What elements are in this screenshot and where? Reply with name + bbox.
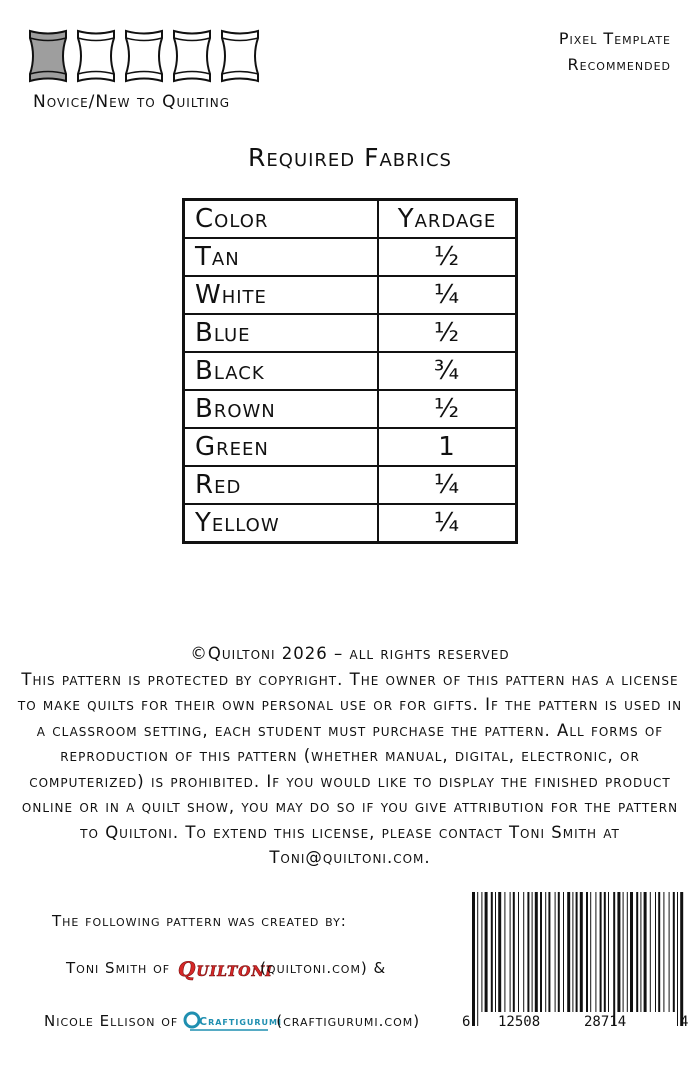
quiltoni-logo: [176, 952, 273, 984]
fabrics-table: [182, 198, 518, 544]
barcode-bar: [540, 892, 542, 1012]
barcode-digit-first: 6: [462, 1014, 471, 1030]
barcode-bar: [504, 892, 505, 1012]
barcode-bar: [680, 892, 683, 1026]
copyright-body: This pattern is protected by copyright. The owner of this pattern has a license to make quilts for their own personal use or for gifts. If the pattern is used in a classroom setting, each student must purchase the pattern. All forms of reproduction of this pattern (whether manual, digital, electronic, or computerized) is prohibited. If you would like to display the finished product online or in a quilt show, you may do so if you give attribution for the pattern to Quiltoni. To extend this license, please contact Toni Smith at Toni@quiltoni.com.: [17, 669, 683, 867]
barcode-bar: [617, 892, 620, 1012]
fabric-yardage: ¼: [378, 504, 517, 543]
barcode-bar: [510, 892, 511, 1012]
fabric-color: White: [184, 276, 379, 314]
spool-icon-4: [174, 31, 210, 81]
credit-craftigurumi: [44, 1008, 420, 1034]
table-row: [184, 504, 517, 543]
barcode-bar: [518, 892, 519, 1012]
fabric-color: Red: [184, 466, 379, 504]
spool-icon-1: [30, 31, 66, 81]
fabric-yardage: ¼: [378, 276, 517, 314]
column-header-yardage: Yardage: [378, 200, 517, 239]
table-row: [184, 276, 517, 314]
table-header-row: [184, 200, 517, 239]
barcode-bar: [523, 892, 524, 1012]
table-row: [184, 314, 517, 352]
barcode-bar: [669, 892, 670, 1012]
barcode-bar: [627, 892, 628, 1012]
barcode-bar: [532, 892, 533, 1012]
barcode-bar: [636, 892, 638, 1012]
barcode-bar: [498, 892, 501, 1012]
barcode-bar: [604, 892, 606, 1012]
fabrics-title: Required Fabrics: [248, 143, 452, 172]
quiltoni-logo-text: Quiltoni: [178, 957, 273, 981]
barcode-bar: [600, 892, 602, 1012]
table-row: [184, 428, 517, 466]
barcode-bar: [658, 892, 660, 1012]
fabric-yardage: ¼: [378, 466, 517, 504]
fabric-yardage: ½: [378, 314, 517, 352]
barcode-numbers: [462, 1014, 692, 1034]
column-header-color: Color: [184, 200, 379, 239]
barcode-digit-last: 4: [680, 1014, 689, 1030]
fabric-yardage: ½: [378, 390, 517, 428]
barcode-bar: [567, 892, 570, 1012]
fabric-color: Blue: [184, 314, 379, 352]
difficulty-spools: [28, 28, 263, 84]
template-note-line1: Pixel Template: [558, 29, 671, 48]
table-row: [184, 352, 517, 390]
barcode-bar: [481, 892, 482, 1012]
barcode-bar: [677, 892, 678, 1026]
fabric-color: Brown: [184, 390, 379, 428]
fabric-yardage: ½: [378, 238, 517, 276]
copyright-line: ©Quiltoni 2026 – all rights reserved: [190, 644, 510, 663]
barcode-bar: [640, 892, 641, 1012]
barcode-bar: [572, 892, 573, 1012]
barcode-bar: [608, 892, 609, 1012]
table-row: [184, 390, 517, 428]
barcode-bar: [630, 892, 633, 1012]
barcode-bar: [527, 892, 529, 1012]
barcode-bar: [491, 892, 493, 1012]
barcode-bar: [477, 892, 478, 1026]
credits-heading: The following pattern was created by:: [52, 912, 347, 930]
copyright-notice: [16, 641, 684, 871]
barcode-bar: [644, 892, 647, 1012]
barcode-bar: [555, 892, 556, 1012]
credit-2-prefix: Nicole Ellison of: [44, 1012, 179, 1030]
craftigurumi-logo-text: Craftigurumi: [199, 1015, 283, 1028]
template-note: [559, 26, 671, 78]
barcode-bar: [545, 892, 546, 1012]
spool-icon-3: [126, 31, 162, 81]
difficulty-label: Novice/New to Quilting: [33, 92, 231, 112]
credit-1-suffix: (quiltoni.com) &: [260, 959, 387, 977]
barcode-bar: [580, 892, 583, 1012]
fabric-color: Green: [184, 428, 379, 466]
template-note-line2: Recommended: [567, 55, 671, 74]
fabric-color: Tan: [184, 238, 379, 276]
barcode-bar: [623, 892, 624, 1012]
spool-icon-2: [78, 31, 114, 81]
fabric-yardage: ¾: [378, 352, 517, 390]
table-row: [184, 238, 517, 276]
barcode-bar: [485, 892, 488, 1012]
barcode-bar: [673, 892, 675, 1012]
barcode-bar: [548, 892, 550, 1012]
barcode-bar: [590, 892, 591, 1012]
credit-quiltoni: [66, 952, 386, 984]
barcode-bar: [558, 892, 560, 1012]
barcode-bar: [472, 892, 475, 1026]
barcode-bar: [650, 892, 651, 1012]
table-row: [184, 466, 517, 504]
barcode-bar: [563, 892, 564, 1012]
barcode-bar: [495, 892, 496, 1012]
credit-1-prefix: Toni Smith of: [66, 959, 171, 977]
barcode-bar: [535, 892, 538, 1012]
fabric-color: Black: [184, 352, 379, 390]
barcode-bar: [586, 892, 588, 1012]
barcode-group-2: 28714: [584, 1014, 627, 1030]
barcode-group-1: 12508: [498, 1014, 541, 1030]
barcode-bar: [513, 892, 515, 1012]
barcode-bar: [613, 892, 615, 1026]
barcode-bar: [663, 892, 664, 1012]
craftigurumi-logo: [184, 1008, 283, 1034]
credit-2-suffix: (craftigurumi.com): [276, 1012, 421, 1030]
barcode-bar: [595, 892, 596, 1012]
spool-icon-5: [222, 31, 258, 81]
fabric-yardage: 1: [378, 428, 517, 466]
fabric-color: Yellow: [184, 504, 379, 543]
barcode-bar: [655, 892, 656, 1012]
barcode-bar: [576, 892, 578, 1012]
